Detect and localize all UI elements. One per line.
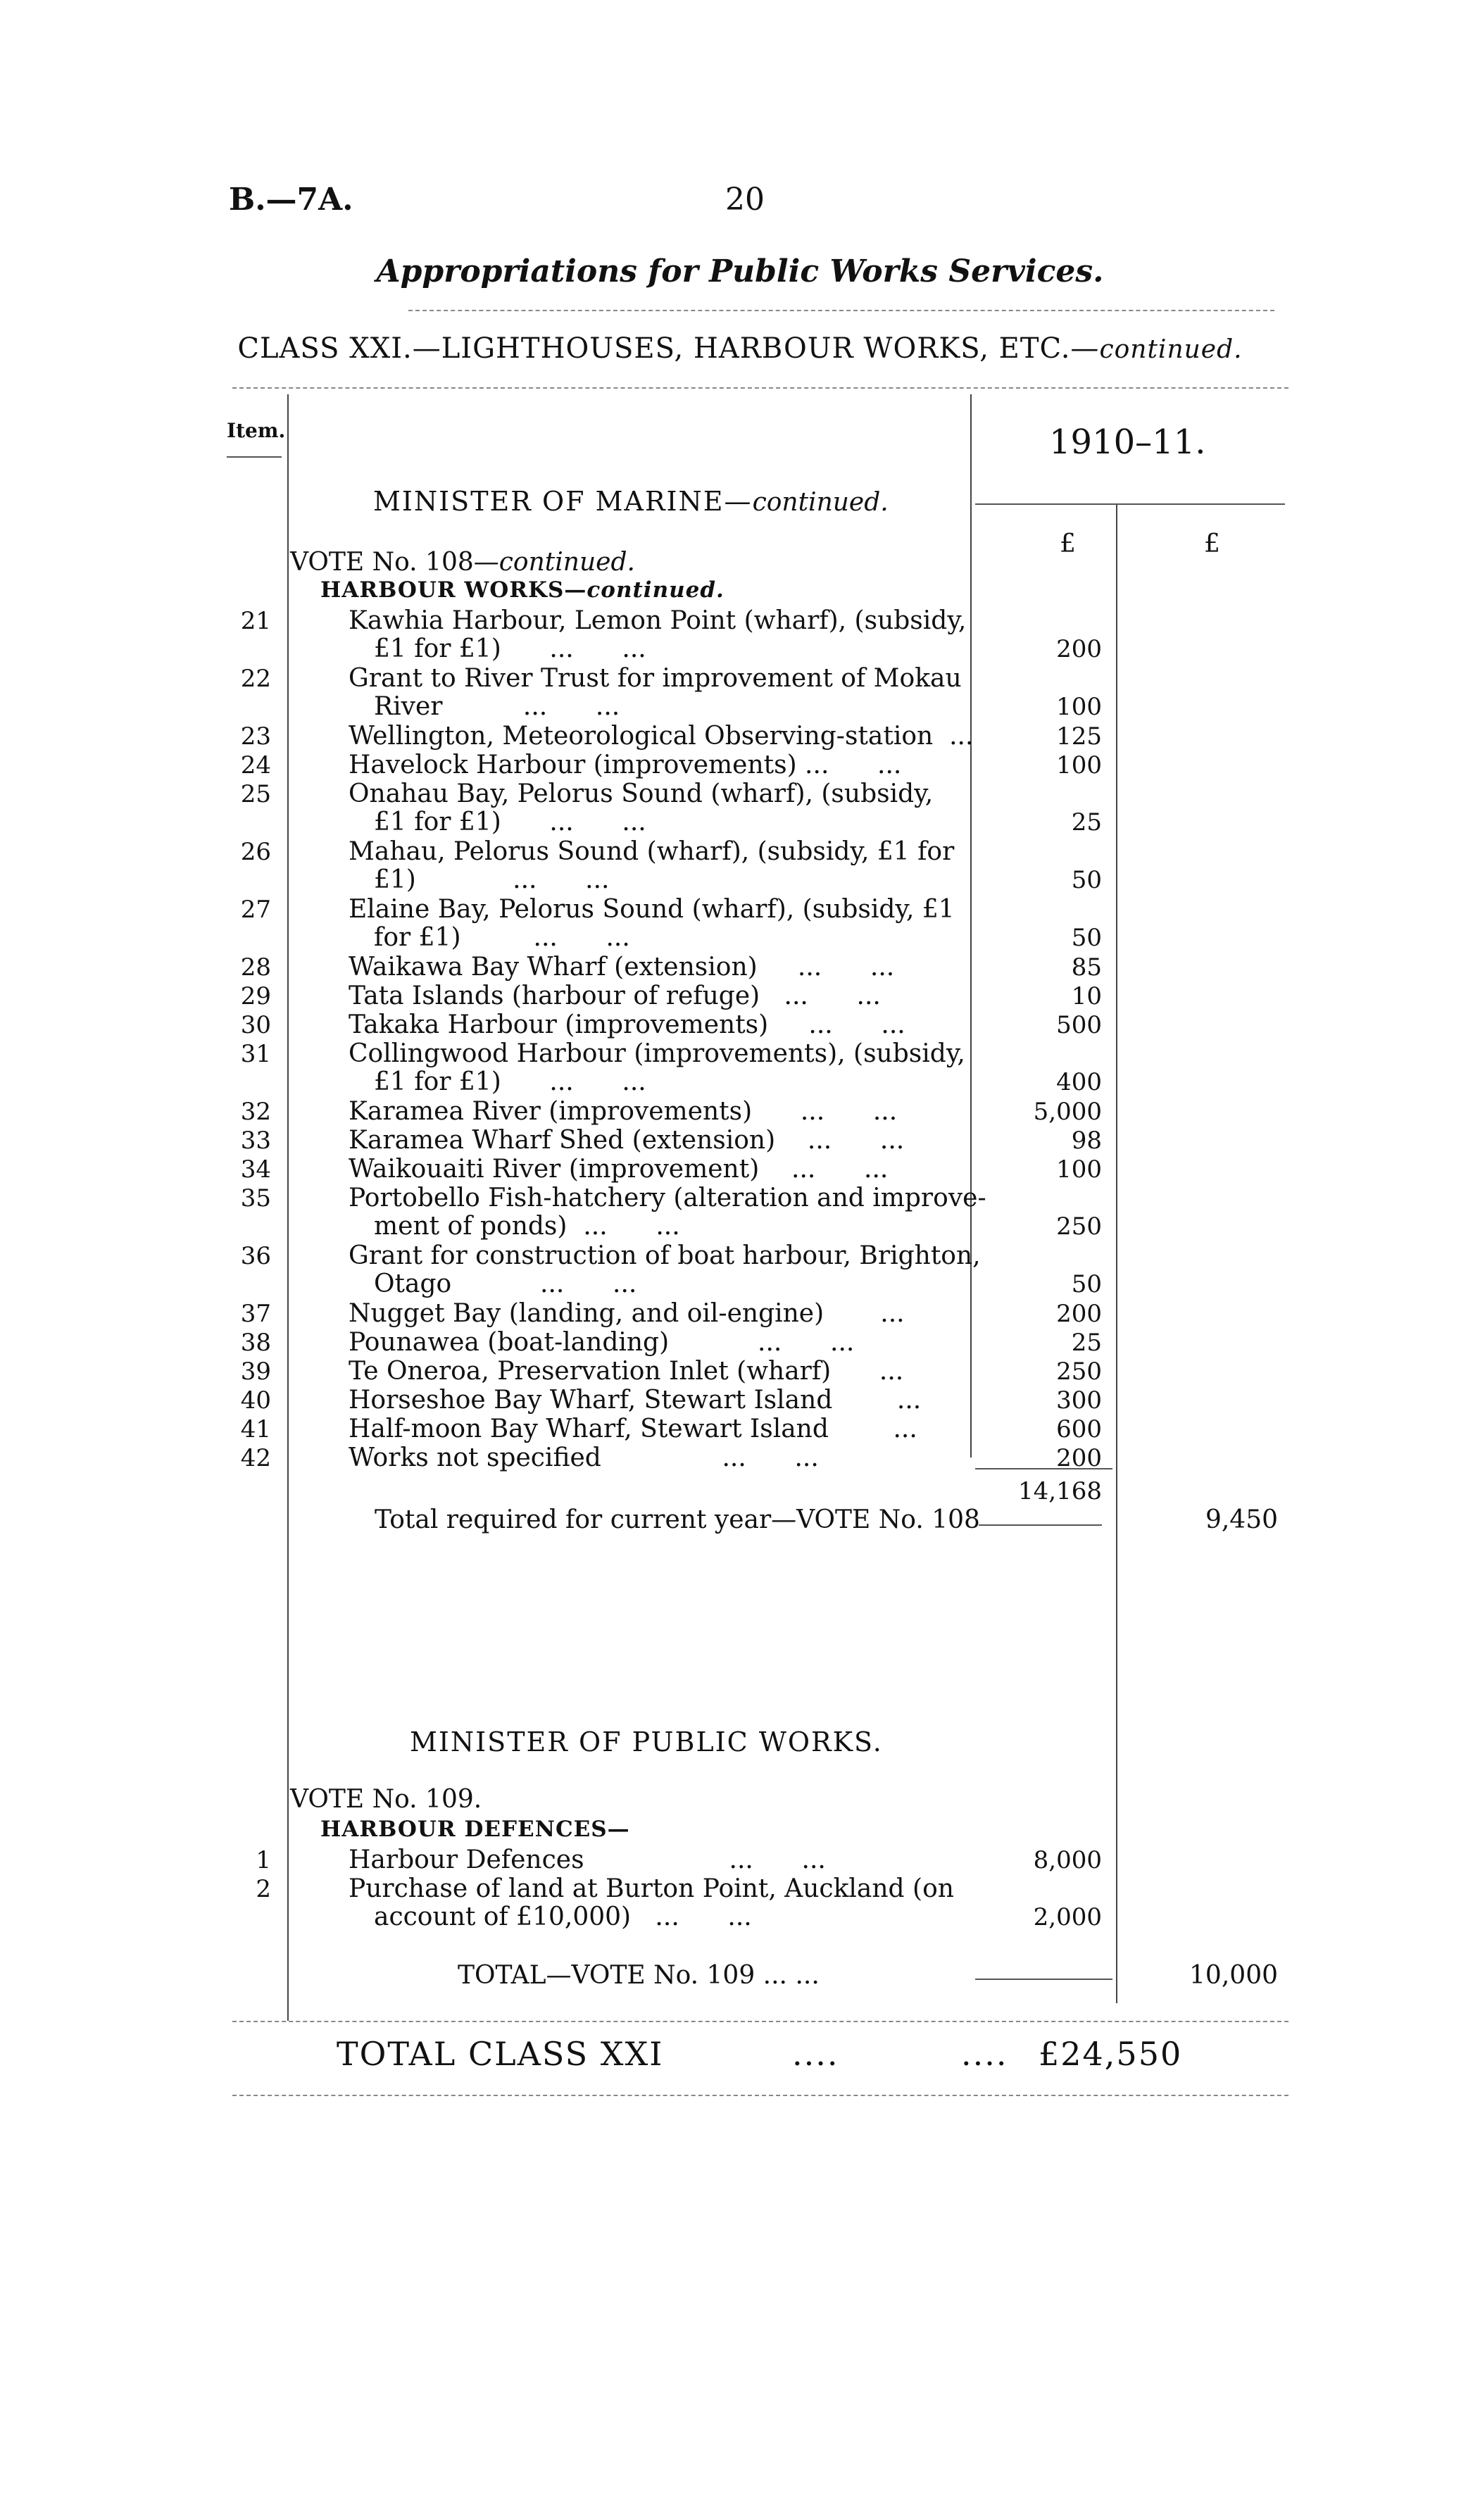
minister-heading-marine [373, 486, 889, 517]
item-amount: 10 [1071, 982, 1102, 1010]
item-amount: 600 [1056, 1415, 1102, 1443]
item-amount: 200 [1056, 635, 1102, 663]
item-number: 29 [240, 982, 271, 1010]
vote-108-subtotal: 14,168 [1018, 1477, 1102, 1505]
item-number: 22 [240, 665, 271, 693]
vote-109-total-label: TOTAL—VOTE No. 109 ... ... [458, 1961, 820, 1990]
minister-continued: continued. [752, 488, 889, 517]
item-description-line1: Mahau, Pelorus Sound (wharf), (subsidy, £1 for [349, 837, 955, 866]
harbour-defences-subheading: HARBOUR DEFENCES— [320, 1817, 630, 1842]
item-description [349, 665, 965, 721]
item-description [349, 1358, 965, 1386]
item-description-line1: Takaka Harbour (improvements) ... ... [349, 1010, 905, 1039]
harbour-works-subheading [320, 577, 725, 603]
item-description [349, 1184, 986, 1241]
grand-total-top-rule [232, 2021, 1288, 2022]
vote-109-rule [975, 1979, 1112, 1980]
item-description [349, 1875, 965, 1931]
item-amount: 250 [1056, 1358, 1102, 1386]
item-amount: 50 [1071, 866, 1102, 894]
item-number: 27 [240, 896, 271, 924]
item-description-line1: Waikouaiti River (improvement) ... ... [349, 1155, 889, 1184]
item-amount: 250 [1056, 1212, 1102, 1241]
item-description-line1: Grant for construction of boat harbour, Brighton, [349, 1241, 981, 1270]
document-reference: B.—7A. [229, 182, 353, 218]
item-number: 32 [240, 1098, 271, 1126]
vote-label: VOTE No. 108— [290, 548, 499, 577]
item-number: 35 [240, 1184, 271, 1212]
item-description [349, 1127, 965, 1155]
item-description-line1: Collingwood Harbour (improvements), (subsidy, [349, 1039, 965, 1068]
item-number: 25 [240, 780, 271, 808]
item-description-line1: Half-moon Bay Wharf, Stewart Island ... [349, 1415, 917, 1443]
class-rule [232, 387, 1288, 389]
vote-108-total: 9,450 [1205, 1505, 1278, 1534]
item-amount: 100 [1056, 751, 1102, 779]
item-number: 36 [240, 1242, 271, 1270]
item-description-line2: £1) ... ... [374, 865, 610, 894]
grand-total-dots-1: .... [792, 2035, 839, 2073]
item-amount: 2,000 [1033, 1903, 1102, 1931]
item-number: 40 [240, 1386, 271, 1415]
item-description [349, 1415, 965, 1443]
item-amount: 25 [1071, 808, 1102, 836]
item-amount: 25 [1071, 1329, 1102, 1357]
item-description-line1: Wellington, Meteorological Observing-station ... [349, 722, 974, 751]
item-description-line1: Waikawa Bay Wharf (extension) ... ... [349, 953, 895, 982]
vote-continued: continued. [498, 548, 635, 577]
item-amount: 100 [1056, 693, 1102, 721]
item-amount: 50 [1071, 1270, 1102, 1298]
item-number: 24 [240, 751, 271, 779]
item-description [349, 780, 965, 836]
item-description-line1: Te Oneroa, Preservation Inlet (wharf) ... [349, 1357, 904, 1386]
item-description-line1: Portobello Fish-hatchery (alteration and improve- [349, 1184, 986, 1212]
item-description [349, 1300, 965, 1328]
item-number: 26 [240, 838, 271, 866]
item-description-line2: £1 for £1) ... ... [374, 1067, 646, 1096]
item-description [349, 896, 965, 952]
page-title: Appropriations for Public Works Services. [376, 253, 1104, 289]
amount-column-divider [1116, 503, 1117, 2003]
item-number: 30 [240, 1011, 271, 1039]
item-description-line1: Havelock Harbour (improvements) ... ... [349, 751, 902, 779]
item-description-line2: for £1) ... ... [374, 923, 630, 952]
class-heading [0, 332, 1480, 365]
item-description-line1: Grant to River Trust for improvement of Mokau [349, 664, 962, 693]
item-description [349, 1386, 965, 1415]
item-number: 39 [240, 1358, 271, 1386]
item-number: 38 [240, 1329, 271, 1357]
item-number: 28 [240, 953, 271, 982]
item-amount: 125 [1056, 722, 1102, 751]
item-column-header: Item. [227, 419, 286, 442]
subhead-label: HARBOUR WORKS— [320, 577, 587, 603]
item-description-line1: Nugget Bay (landing, and oil-engine) ... [349, 1299, 905, 1328]
title-rule [408, 310, 1274, 311]
item-description [349, 1444, 965, 1472]
item-header-rule [227, 456, 282, 458]
item-description [349, 982, 965, 1010]
item-description [349, 838, 965, 894]
item-description [349, 607, 965, 663]
item-description [349, 1155, 965, 1184]
item-number: 34 [240, 1155, 271, 1184]
item-number: 23 [240, 722, 271, 751]
item-number: 41 [240, 1415, 271, 1443]
item-number: 33 [240, 1127, 271, 1155]
item-description-line1: Kawhia Harbour, Lemon Point (wharf), (subsidy, [349, 606, 967, 635]
item-number: 1 [256, 1846, 271, 1874]
vote-108-heading [290, 548, 635, 577]
item-number: 37 [240, 1300, 271, 1328]
item-description-line2: ment of ponds) ... ... [374, 1212, 680, 1241]
item-description-line2: Otago ... ... [374, 1270, 637, 1298]
item-description [349, 1846, 965, 1874]
grand-total-label: TOTAL CLASS XXI [337, 2035, 664, 2073]
item-description [349, 1329, 965, 1357]
class-heading-continued: continued. [1099, 335, 1243, 364]
item-number: 42 [240, 1444, 271, 1472]
item-description-line1: Purchase of land at Burton Point, Auckland (on [349, 1874, 954, 1903]
item-description [349, 722, 974, 751]
item-number: 31 [240, 1040, 271, 1068]
item-amount: 200 [1056, 1300, 1102, 1328]
item-description-line2: River ... ... [374, 692, 620, 721]
grand-total-bottom-rule [232, 2095, 1288, 2096]
item-description-line1: Harbour Defences ... ... [349, 1845, 826, 1874]
item-number: 2 [256, 1875, 271, 1903]
item-description-line1: Elaine Bay, Pelorus Sound (wharf), (subsidy, £1 [349, 895, 955, 924]
item-amount: 400 [1056, 1068, 1102, 1096]
class-heading-main: CLASS XXI.—LIGHTHOUSES, HARBOUR WORKS, ETC.— [237, 332, 1100, 365]
item-description-line1: Works not specified ... ... [349, 1443, 819, 1472]
item-description-line2: £1 for £1) ... ... [374, 634, 646, 663]
item-description [349, 1011, 965, 1039]
year-rule [975, 503, 1285, 505]
item-amount: 98 [1071, 1127, 1102, 1155]
subtotal-rule [975, 1468, 1112, 1469]
vote-109-heading: VOTE No. 109. [290, 1785, 482, 1814]
item-number: 21 [240, 607, 271, 635]
item-description-line1: Horseshoe Bay Wharf, Stewart Island ... [349, 1386, 922, 1415]
item-description [349, 1040, 965, 1096]
item-description [349, 751, 965, 779]
financial-year-header: 1910–11. [1049, 422, 1206, 462]
subhead-continued: continued. [587, 577, 725, 603]
minister-heading-public-works: MINISTER OF PUBLIC WORKS. [410, 1726, 883, 1757]
item-amount: 300 [1056, 1386, 1102, 1415]
item-description [349, 1098, 965, 1126]
page-number: 20 [725, 182, 765, 218]
description-column-divider [970, 394, 972, 1458]
item-description-line2: £1 for £1) ... ... [374, 808, 646, 836]
item-description-line1: Karamea River (improvements) ... ... [349, 1097, 898, 1126]
minister-name: MINISTER OF MARINE— [373, 486, 753, 517]
item-amount: 50 [1071, 924, 1102, 952]
item-amount: 500 [1056, 1011, 1102, 1039]
vote-108-total-label: Total required for current year—VOTE No. 108 [375, 1505, 980, 1534]
item-amount: 85 [1071, 953, 1102, 982]
grand-total-dots-2: .... [961, 2035, 1008, 2073]
currency-header-totals: £ [1204, 529, 1220, 558]
item-description-line1: Onahau Bay, Pelorus Sound (wharf), (subsidy, [349, 779, 934, 808]
item-description-line1: Tata Islands (harbour of refuge) ... ... [349, 982, 881, 1010]
item-amount: 100 [1056, 1155, 1102, 1184]
vote-109-total: 10,000 [1189, 1961, 1278, 1990]
subtotal-under-rule [979, 1524, 1102, 1526]
currency-header-items: £ [1060, 529, 1076, 558]
item-description-line1: Karamea Wharf Shed (extension) ... ... [349, 1126, 905, 1155]
item-description [349, 953, 965, 982]
item-amount: 5,000 [1033, 1098, 1102, 1126]
item-amount: 8,000 [1033, 1846, 1102, 1874]
item-description-line2: account of £10,000) ... ... [374, 1902, 752, 1931]
grand-total-amount: £24,550 [1039, 2035, 1183, 2073]
item-amount: 200 [1056, 1444, 1102, 1472]
item-description-line1: Pounawea (boat-landing) ... ... [349, 1328, 855, 1357]
item-column-divider [287, 394, 289, 2021]
item-description [349, 1241, 981, 1298]
